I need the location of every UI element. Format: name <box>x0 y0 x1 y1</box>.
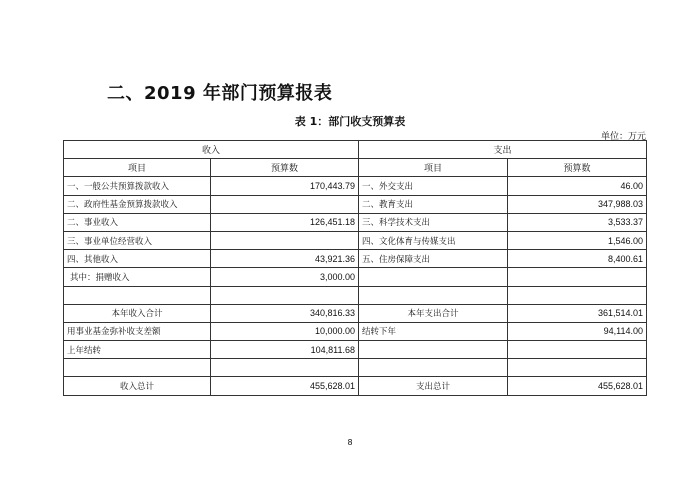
income-amount: 104,811.68 <box>211 341 359 359</box>
expense-amount: 361,514.01 <box>508 304 647 322</box>
expense-amount <box>508 286 647 304</box>
column-header: 预算数 <box>211 159 359 177</box>
expense-total-label: 支出总计 <box>359 377 508 395</box>
expense-item <box>359 268 508 286</box>
expense-item: 三、科学技术支出 <box>359 213 508 231</box>
expense-item: 结转下年 <box>359 322 508 340</box>
table-row <box>64 231 647 249</box>
expense-amount <box>508 268 647 286</box>
income-item: 四、其他收入 <box>64 250 211 268</box>
income-amount: 10,000.00 <box>211 322 359 340</box>
table-row <box>64 359 647 377</box>
table-row <box>64 304 647 322</box>
income-total-label: 收入总计 <box>64 377 211 395</box>
income-item: 本年收入合计 <box>64 304 211 322</box>
expense-amount: 347,988.03 <box>508 195 647 213</box>
expense-total-amount: 455,628.01 <box>508 377 647 395</box>
expense-amount: 1,546.00 <box>508 231 647 249</box>
table-row <box>64 213 647 231</box>
table-row <box>64 195 647 213</box>
expense-amount: 8,400.61 <box>508 250 647 268</box>
income-item: 一、一般公共预算拨款收入 <box>64 177 211 195</box>
table-row <box>64 268 647 286</box>
income-item <box>64 359 211 377</box>
group-header-row <box>64 141 647 159</box>
column-header-row <box>64 159 647 177</box>
table-row <box>64 341 647 359</box>
column-header: 预算数 <box>508 159 647 177</box>
table-title: 表 1：部门收支预算表 <box>294 115 406 128</box>
income-item: 二、政府性基金预算拨款收入 <box>64 195 211 213</box>
table-row <box>64 177 647 195</box>
expense-amount: 94,114.00 <box>508 322 647 340</box>
income-item <box>64 286 211 304</box>
column-header: 项目 <box>64 159 211 177</box>
budget-table <box>63 140 647 396</box>
income-amount <box>211 286 359 304</box>
income-item: 二、事业收入 <box>64 213 211 231</box>
income-amount: 43,921.36 <box>211 250 359 268</box>
expense-amount: 46.00 <box>508 177 647 195</box>
expense-item <box>359 359 508 377</box>
table-row <box>64 322 647 340</box>
income-item: 用事业基金弥补收支差额 <box>64 322 211 340</box>
income-item: 三、事业单位经营收入 <box>64 231 211 249</box>
income-group-header: 收入 <box>64 141 359 159</box>
expense-item <box>359 341 508 359</box>
expense-amount <box>508 359 647 377</box>
column-header: 项目 <box>359 159 508 177</box>
expense-item: 本年支出合计 <box>359 304 508 322</box>
expense-group-header: 支出 <box>359 141 647 159</box>
table-row <box>64 250 647 268</box>
expense-amount <box>508 341 647 359</box>
income-amount <box>211 359 359 377</box>
total-row <box>64 377 647 395</box>
income-amount <box>211 195 359 213</box>
expense-amount: 3,533.37 <box>508 213 647 231</box>
income-amount: 126,451.18 <box>211 213 359 231</box>
income-item: 上年结转 <box>64 341 211 359</box>
income-amount <box>211 231 359 249</box>
table-row <box>64 286 647 304</box>
income-total-amount: 455,628.01 <box>211 377 359 395</box>
expense-item: 四、文化体育与传媒支出 <box>359 231 508 249</box>
page-heading: 二、2019 年部门预算报表 <box>107 83 333 104</box>
income-amount: 3,000.00 <box>211 268 359 286</box>
income-amount: 340,816.33 <box>211 304 359 322</box>
expense-item: 五、住房保障支出 <box>359 250 508 268</box>
income-item: 其中：捐赠收入 <box>64 268 211 286</box>
expense-item: 二、教育支出 <box>359 195 508 213</box>
unit-note: 单位：万元 <box>600 132 646 142</box>
expense-item <box>359 286 508 304</box>
page-number: 8 <box>347 438 353 447</box>
expense-item: 一、外交支出 <box>359 177 508 195</box>
income-amount: 170,443.79 <box>211 177 359 195</box>
